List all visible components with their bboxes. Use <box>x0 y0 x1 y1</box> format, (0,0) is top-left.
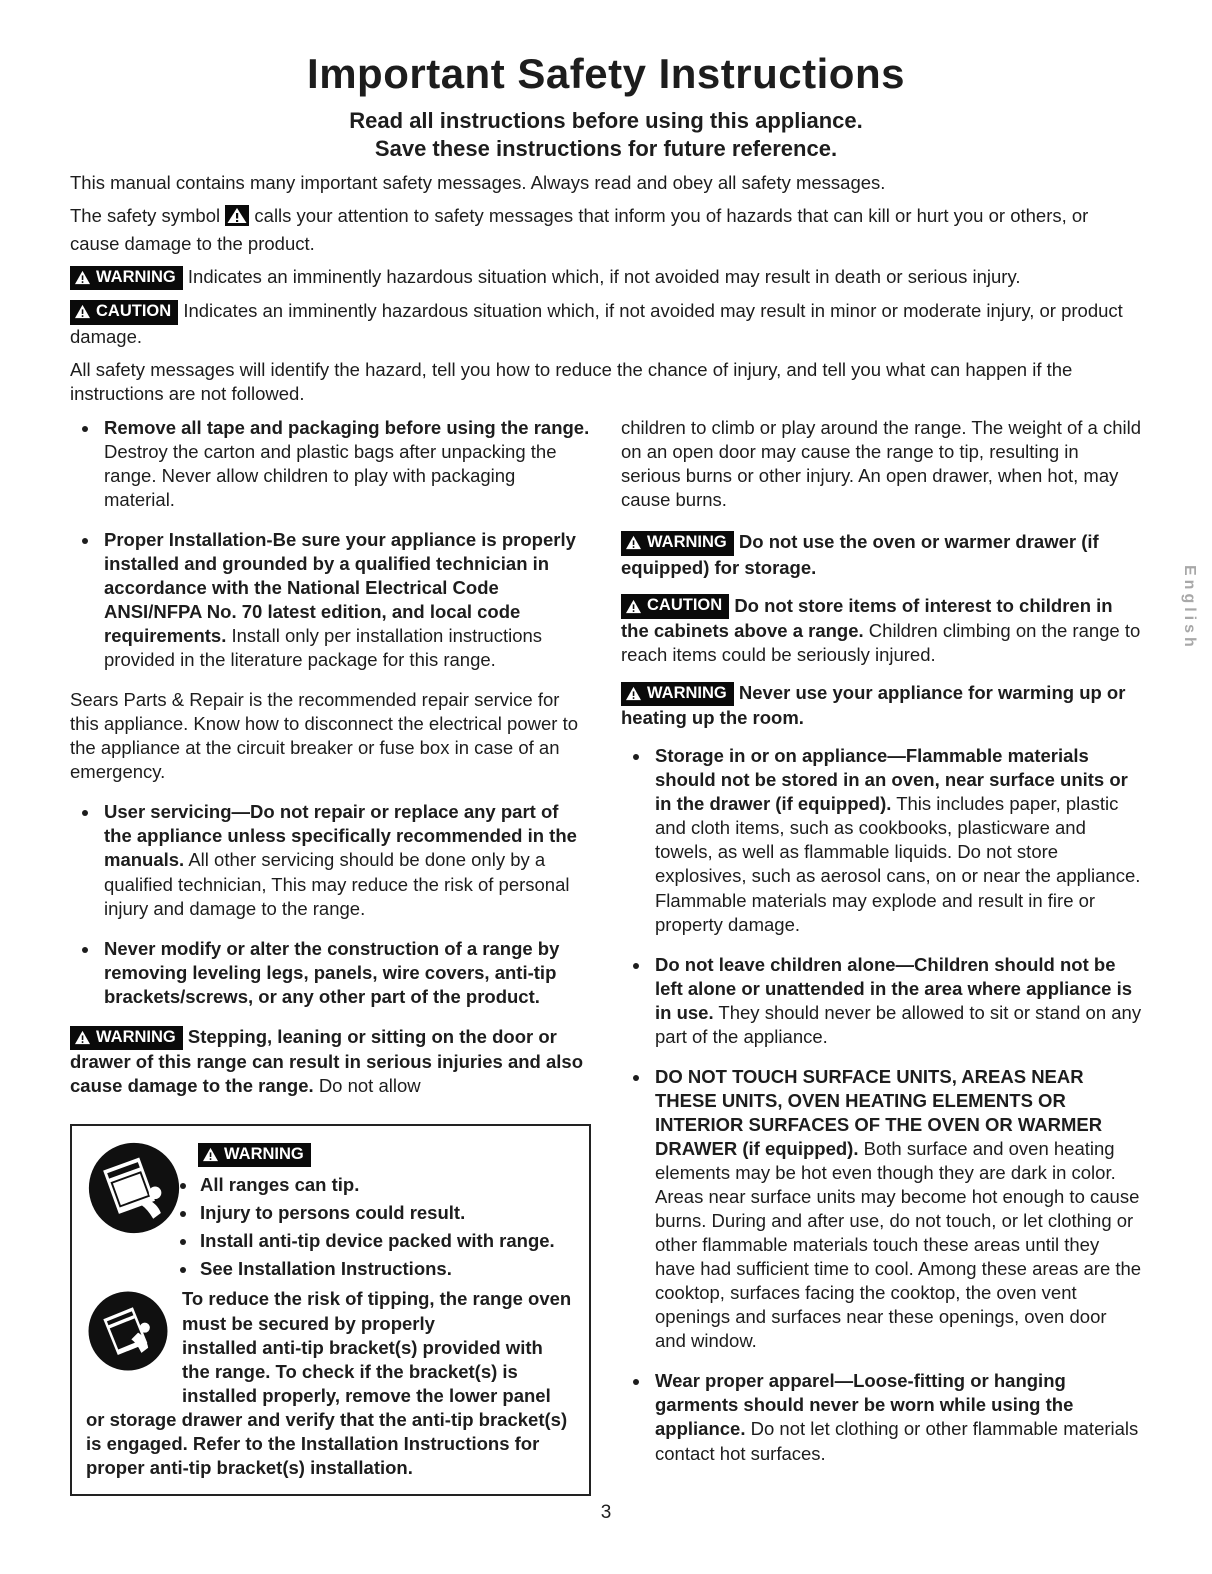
right-bullet-list <box>621 744 1142 1465</box>
caution-badge-label: CAUTION <box>647 596 723 615</box>
warning-badge-label: WARNING <box>647 683 727 702</box>
caution-definition <box>70 299 1142 348</box>
bullet-body-text: They should never be allowed to sit or stand on any part of the appliance. <box>655 1001 1142 1047</box>
list-item <box>100 800 591 920</box>
tip-over-range-icon <box>86 1140 182 1242</box>
left-bullet-list-2 <box>70 800 591 1008</box>
warning-badge <box>621 682 734 706</box>
list-item: • Install anti-tip device packed with range. <box>198 1229 573 1253</box>
warning-definition-text: Indicates an imminently hazardous situation which, if not avoided may result in death or serious injury. <box>187 266 1021 288</box>
page-title: Important Safety Instructions <box>307 50 905 97</box>
safety-symbol-text-before: The safety symbol <box>70 205 221 227</box>
list-item: • See Installation Instructions. <box>198 1257 573 1281</box>
warning-badge-label: WARNING <box>647 533 727 552</box>
warning-triangle-icon <box>625 686 642 701</box>
bullet-body-text: Do not let clothing or other flammable materials contact hot surfaces. <box>655 1418 1139 1464</box>
list-item: • All ranges can tip. <box>198 1173 573 1197</box>
warning-triangle-icon <box>625 599 642 614</box>
bullet-bold-text: Proper Installation-Be sure your appliance is properly installed and grounded by a qualified technician in accordance with the National Electrical Code ANSI/NFPA No. 70 latest edition, and local code requirements. <box>104 528 576 647</box>
intro-paragraph-2 <box>70 204 1142 256</box>
bullet-body-text: This includes paper, plastic and cloth items, such as cookbooks, plasticware and towels, as well as flammable liquids. Do not store explosives, such as aerosol cans, on or near the appliance. Flammable materials may explode and result in fire or property damage. <box>655 793 1141 935</box>
cabinet-caution-bold: Do not store items of interest to children in the cabinets above a range. <box>621 594 1113 641</box>
list-item <box>100 416 591 512</box>
list-item <box>100 528 591 672</box>
warning-triangle-icon <box>202 1147 219 1162</box>
intro-paragraph-3: All safety messages will identify the hazard, tell you how to reduce the chance of injury, and tell you what can happen if the instructions are not followed. <box>70 358 1073 404</box>
list-item <box>651 953 1142 1049</box>
warning-badge-label: WARNING <box>96 267 176 286</box>
room-warming-warning-text: Never use your appliance for warming up or heating up the room. <box>621 681 1126 729</box>
subtitle-read: Read all instructions before using this appliance. <box>349 108 863 133</box>
bullet-bold-text: Remove all tape and packaging before using the range. <box>104 416 590 438</box>
warning-badge <box>198 1143 311 1167</box>
list-item: • Injury to persons could result. <box>198 1201 573 1225</box>
bullet-body-text: Install only per installation instructions provided in the literature package for this range. <box>104 625 543 671</box>
warning-badge <box>70 1026 183 1050</box>
two-column-body <box>70 416 1142 1496</box>
list-item <box>651 1369 1142 1465</box>
list-item <box>100 937 591 1009</box>
caution-badge-label: CAUTION <box>96 302 172 321</box>
bullet-body-text: Both surface and oven heating elements may be hot even though they are dark in color. Areas near surface units may become hot enough to cause burns. During and after use, do not touch, or let clothing or other flammable materials touch these areas until they have had sufficient time to cool. Among these areas are the cooktop, surfaces facing the cooktop, the oven vent openings and surfaces near these openings, oven door and window. <box>655 1137 1142 1352</box>
caution-badge <box>70 300 178 324</box>
anti-tip-warning-box <box>70 1124 591 1496</box>
warning-triangle-icon <box>625 535 642 550</box>
margin-side-text: English <box>1181 565 1198 651</box>
cabinet-caution-text: Children climbing on the range to reach items could be seriously injured. <box>621 619 1141 665</box>
tip-over-child-icon <box>86 1289 170 1379</box>
safety-symbol-icon <box>225 205 249 232</box>
room-warming-warning <box>621 681 1142 730</box>
bullet-bold-text: Do not leave children alone—Children should not be left alone or unattended in the area where appliance is in use. <box>655 953 1133 1023</box>
bullet-bold-text: User servicing—Do not repair or replace any part of the appliance unless specifically recommended in the manuals. <box>104 801 577 871</box>
caution-definition-text: Indicates an imminently hazardous situation which, if not avoided may result in minor or moderate injury, or product damage. <box>70 300 1123 347</box>
warning-badge-label: WARNING <box>96 1027 176 1046</box>
bullet-bold-text: DO NOT TOUCH SURFACE UNITS, AREAS NEAR THESE UNITS, OVEN HEATING ELEMENTS OR INTERIOR SURFACES OF THE OVEN OR WARMER DRAWER (if equipped). <box>655 1065 1103 1159</box>
safety-symbol-text-after: calls your attention to safety messages that inform you of hazards that can kill or hurt you or others, or cause damage to the product. <box>70 205 1089 255</box>
tip-continuation-paragraph: children to climb or play around the range. The weight of a child on an open door may cause the range to tip, resulting in serious burns or other injury. An open drawer, when hot, may cause burns. <box>621 416 1142 510</box>
oven-storage-warning <box>621 530 1142 579</box>
list-item <box>651 744 1142 936</box>
right-column <box>621 416 1142 1496</box>
warning-triangle-icon <box>74 1030 91 1045</box>
cabinet-caution <box>621 594 1142 667</box>
left-column <box>70 416 591 1496</box>
page-number: 3 <box>600 1501 612 1523</box>
warning-badge-label: WARNING <box>224 1144 304 1163</box>
bullet-bold-text: Never modify or alter the construction of a range by removing leveling legs, panels, wire covers, anti-tip brackets/screws, or any other part of the product. <box>104 937 560 1007</box>
intro-section <box>70 171 1142 406</box>
warning-triangle-icon <box>74 270 91 285</box>
warning-badge <box>70 266 183 290</box>
stepping-warning-text: Do not allow <box>318 1075 421 1097</box>
warning-definition <box>70 265 1142 290</box>
warning-badge <box>621 531 734 555</box>
bullet-bold-text: Storage in or on appliance—Flammable materials should not be stored in an oven, near surface units or in the drawer (if equipped). <box>655 745 1128 815</box>
bullet-body-text: All other servicing should be done only by a qualified technician, This may reduce the risk of personal injury and damage to the range. <box>104 849 570 919</box>
sears-repair-paragraph: Sears Parts & Repair is the recommended repair service for this appliance. Know how to disconnect the electrical power to the appliance at the circuit breaker or fuse box in case of an emergency. <box>70 689 579 783</box>
tip-box-body-text: installed anti-tip bracket(s) provided with the range. To check if the bracket(s) is installed properly, remove the lower panel or storage drawer and verify that the anti-tip bracket(s) is engaged. Refer to the Installation Instructions for proper anti-tip bracket(s) installation. <box>86 1336 568 1478</box>
left-bullet-list-1 <box>70 416 591 672</box>
subtitle-save: Save these instructions for future reference. <box>374 136 838 161</box>
warning-triangle-icon <box>74 304 91 319</box>
tip-box-lead-text: To reduce the risk of tipping, the range oven must be secured by properly <box>182 1288 572 1334</box>
bullet-body-text: Destroy the carton and plastic bags after unpacking the range. Never allow children to play with packaging material. <box>104 440 557 510</box>
oven-storage-warning-text: Do not use the oven or warmer drawer (if equipped) for storage. <box>621 531 1099 578</box>
intro-paragraph-1: This manual contains many important safety messages. Always read and obey all safety messages. <box>70 172 886 193</box>
list-item <box>651 1065 1142 1354</box>
stepping-warning-bold: Stepping, leaning or sitting on the door or drawer of this range can result in serious injuries and also cause damage to the range. <box>70 1025 584 1097</box>
stepping-warning <box>70 1025 591 1098</box>
caution-badge <box>621 594 729 618</box>
bullet-bold-text: Wear proper apparel—Loose-fitting or hanging garments should never be worn while using the appliance. <box>655 1370 1074 1440</box>
